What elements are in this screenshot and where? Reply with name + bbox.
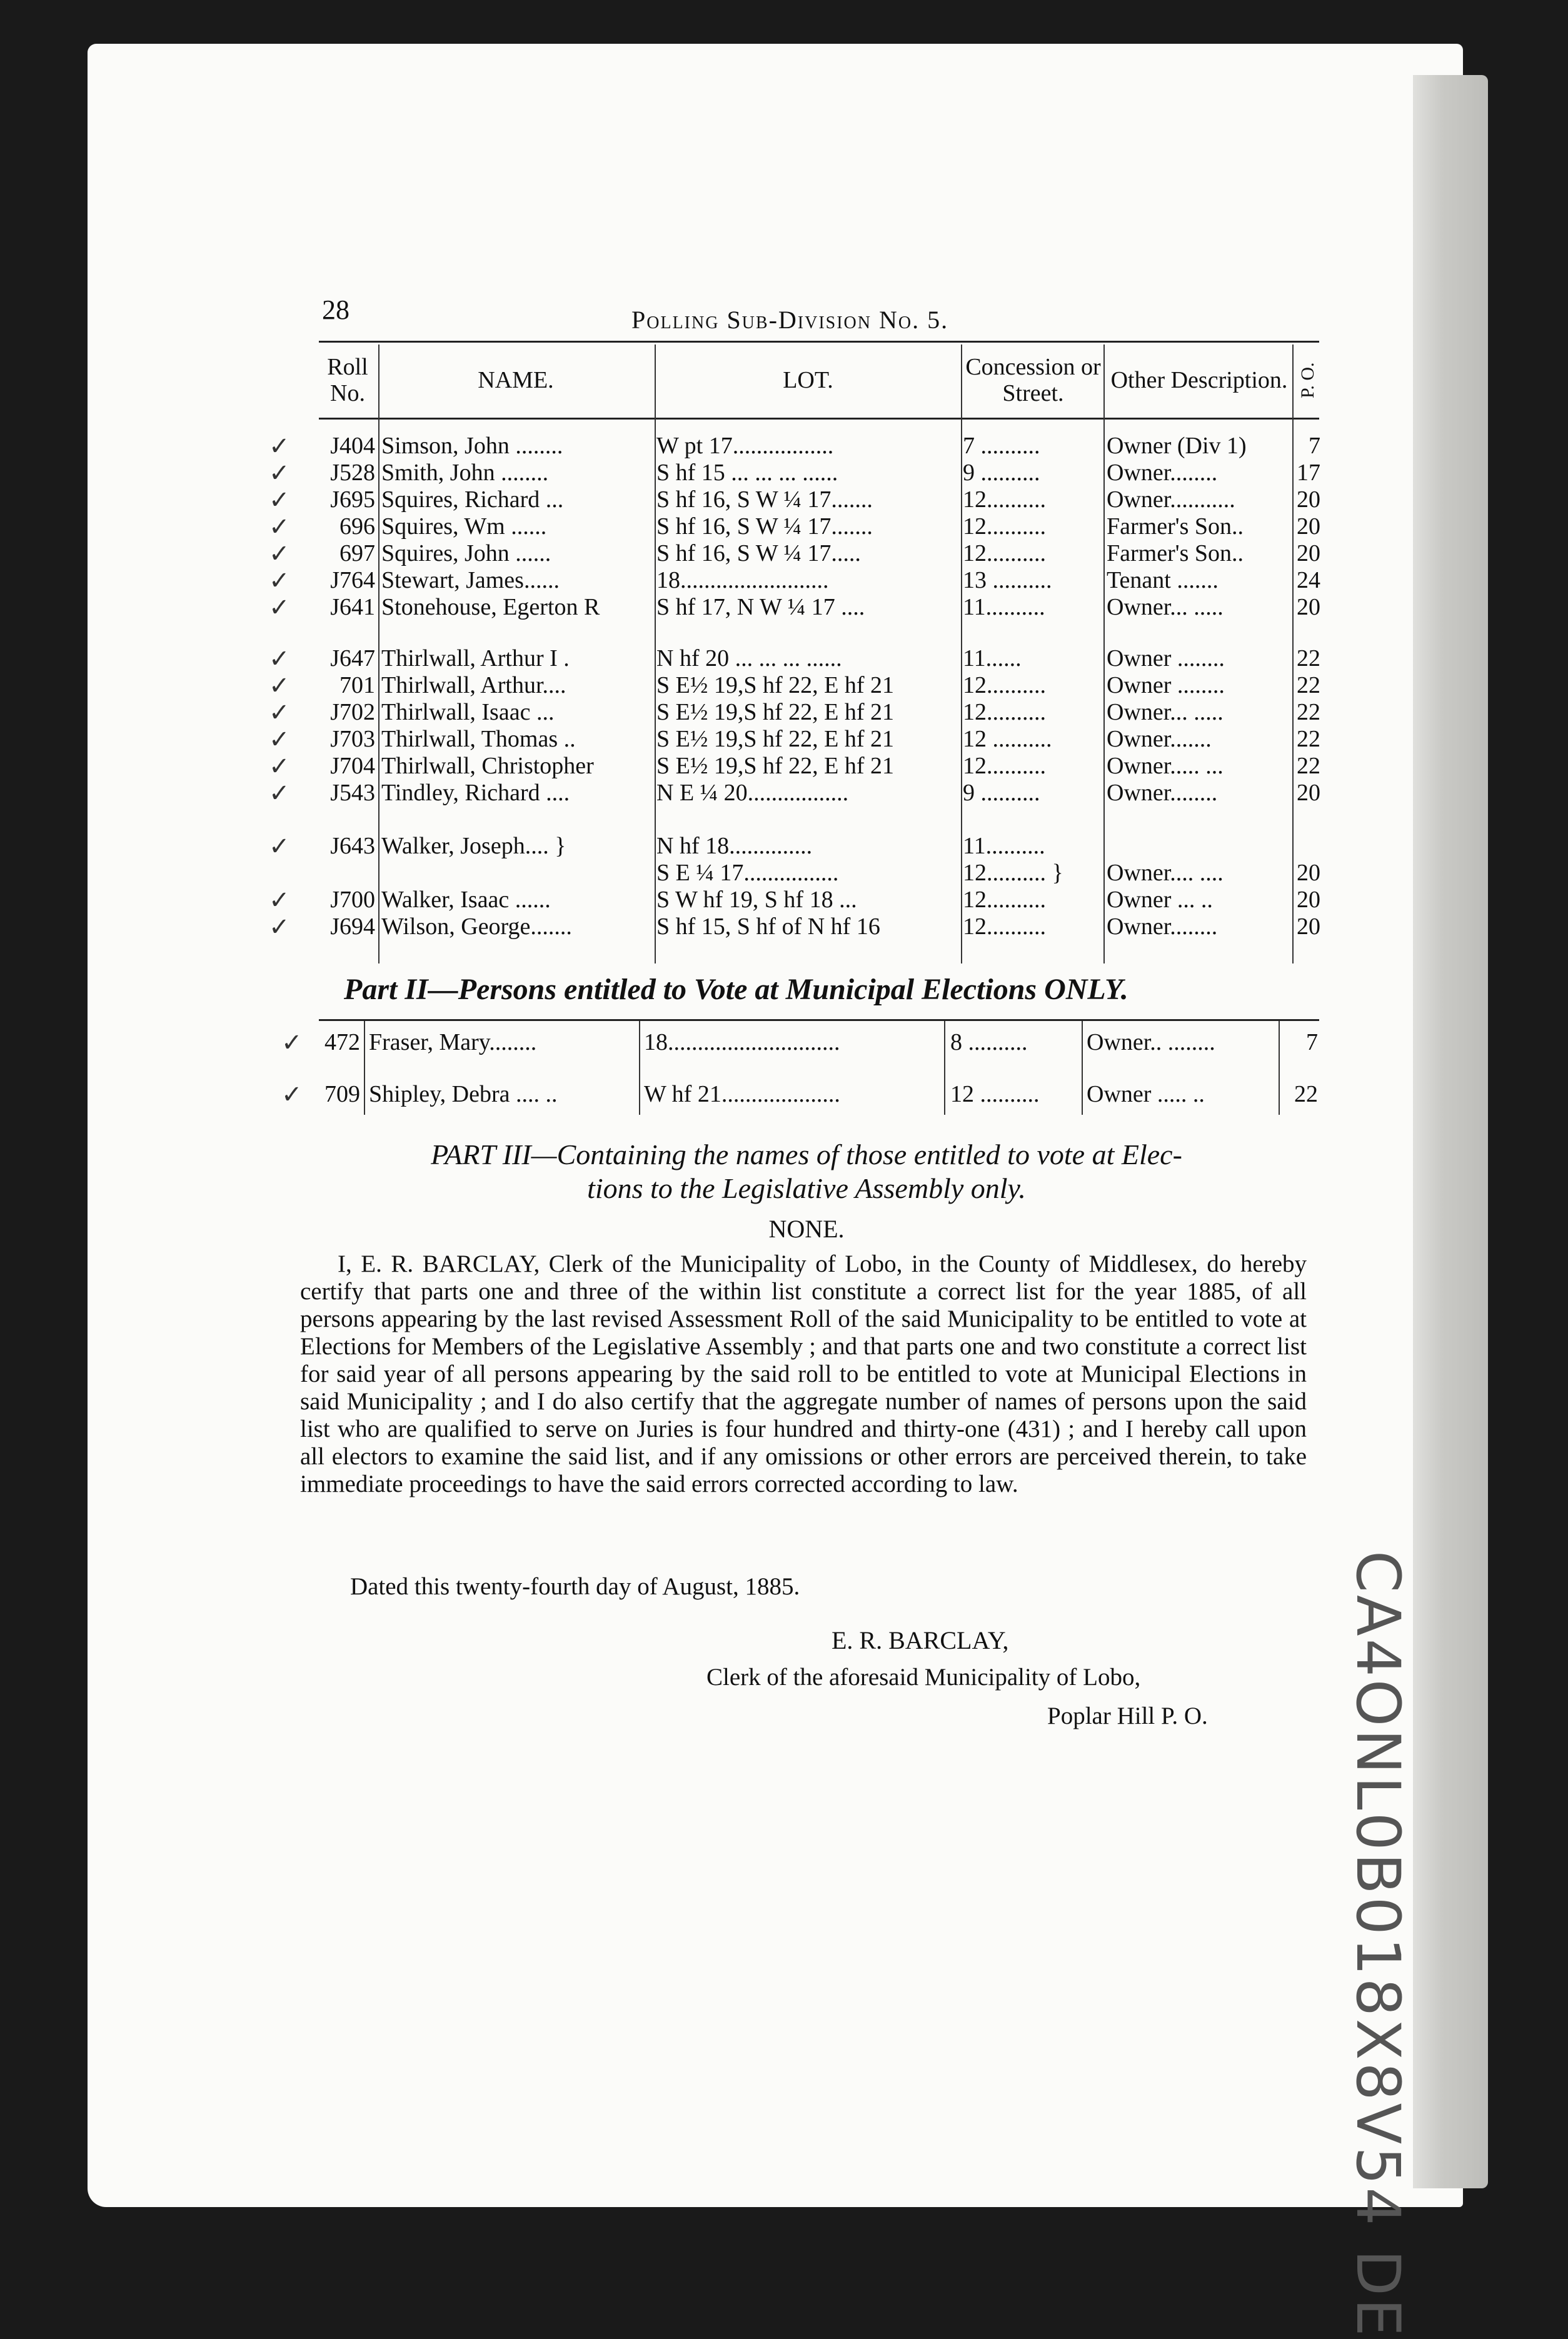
cell-po: 20: [1297, 486, 1320, 513]
running-head: Polling Sub-Division No. 5.: [631, 306, 949, 334]
table-row: [281, 1029, 1319, 1057]
table-body: [269, 420, 1320, 963]
cell-roll: J702: [330, 699, 375, 725]
cell-con: 11..........: [963, 833, 1045, 859]
cell-roll: 701: [339, 672, 375, 698]
table-row: [269, 459, 1320, 488]
cell-desc: Owner ... ..: [1107, 887, 1213, 913]
cell-con: 12..........: [963, 753, 1046, 779]
cell-po: 20: [1297, 540, 1320, 566]
cell-po: 24: [1297, 567, 1320, 593]
cell-con: 12..........: [963, 513, 1046, 540]
page-number: 28: [322, 294, 349, 325]
cell-desc: Farmer's Son..: [1107, 513, 1244, 540]
cell-roll: 709: [324, 1081, 360, 1107]
table-row: [269, 486, 1320, 515]
cell-lot: S E½ 19,S hf 22, E hf 21: [656, 672, 894, 698]
cell-desc: Owner ........: [1107, 672, 1225, 698]
cell-name: Stewart, James......: [381, 567, 560, 593]
cell-con: 12..........: [963, 486, 1046, 513]
cell-roll: J543: [330, 780, 375, 806]
cell-name: Squires, Richard ...: [381, 486, 564, 513]
cell-lot: N hf 18..............: [656, 833, 813, 859]
cell-roll: J694: [330, 913, 375, 940]
cell-desc: Owner.... ....: [1107, 860, 1224, 886]
certificate-text: I, E. R. BARCLAY, Clerk of the Municipality of Lobo, in the County of Middlesex, do hereby certify that parts one and three of the within list constitute a correct list for the year 1885, of all persons appearing by the last revised Assessment Roll of the said Municipality to be entitled to vote at Elections for Members of the Legislative Assembly ; and that parts one and two constitute a correct list for said year of all persons appearing by the said roll to be entitled to vote at Municipal Elections in said Municipality ; and I do also certify that the aggregate number of names of persons upon the said list who are qualified to serve on Juries is four hundred and thirty-one (431) ; and I hereby call upon all electors to examine the said list, and if any omissions or other errors are perceived therein, to take immediate proceedings to have the said errors corrected according to law.: [300, 1250, 1307, 1497]
cell-con: 11..........: [963, 594, 1045, 620]
cell-po: 22: [1297, 753, 1320, 779]
check-mark-icon: ✓: [281, 1029, 303, 1057]
table-row: [269, 566, 1320, 595]
cell-lot: S hf 16, S W ¼ 17.....: [656, 540, 861, 566]
cell-po: 20: [1297, 594, 1320, 620]
cell-desc: Owner...........: [1107, 486, 1235, 513]
cell-name: Wilson, George.......: [381, 913, 572, 940]
cell-name: Squires, John ......: [381, 540, 551, 566]
table-row: [269, 752, 1320, 781]
cell-lot: N hf 20 ... ... ... ......: [656, 645, 842, 672]
check-mark-icon: ✓: [269, 752, 290, 781]
table-row: [269, 913, 1320, 942]
cell-po: 20: [1297, 887, 1320, 913]
part3-title-line2: tions to the Legislative Assembly only.: [587, 1172, 1026, 1204]
cell-roll: J404: [330, 433, 375, 459]
page-edge-shadow: [1413, 75, 1488, 2188]
cell-desc: Owner.. ........: [1087, 1029, 1215, 1055]
cell-name: Thirlwall, Arthur I .: [381, 645, 570, 672]
signature-name: E. R. BARCLAY,: [832, 1626, 1009, 1654]
table-row: [269, 886, 1320, 915]
cell-roll: J704: [330, 753, 375, 779]
cell-roll: J703: [330, 726, 375, 752]
cell-name: Simson, John ........: [381, 433, 563, 459]
cell-desc: Farmer's Son..: [1107, 540, 1244, 566]
cell-desc: Owner........: [1107, 780, 1218, 806]
voter-table: [269, 341, 1320, 963]
cell-con: 12..........: [963, 913, 1046, 940]
cell-name: Squires, Wm ......: [381, 513, 547, 540]
cell-lot: S hf 16, S W ¼ 17.......: [656, 486, 873, 513]
header-roll: Roll No.: [327, 354, 368, 406]
table-row: [269, 779, 1320, 808]
cell-name: Thirlwall, Isaac ...: [381, 699, 555, 725]
header-po: P. O.: [1297, 362, 1318, 398]
cell-po: 7: [1306, 1029, 1318, 1055]
check-mark-icon: ✓: [281, 1080, 303, 1109]
cell-con: 9 ..........: [963, 780, 1040, 806]
cell-lot: W hf 21....................: [644, 1081, 840, 1107]
cell-con: 12..........: [963, 699, 1046, 725]
cell-po: 22: [1297, 645, 1320, 672]
cell-name: Thirlwall, Arthur....: [381, 672, 566, 698]
cell-po: 22: [1297, 699, 1320, 725]
table-header: [319, 341, 1319, 420]
table-row: [269, 832, 1319, 861]
cell-desc: Owner........: [1107, 460, 1218, 486]
cell-roll: 696: [339, 513, 375, 540]
cell-roll: J641: [330, 594, 375, 620]
cell-con: 7 ..........: [963, 433, 1040, 459]
cell-lot: S hf 16, S W ¼ 17.......: [656, 513, 873, 540]
check-mark-icon: ✓: [269, 698, 290, 727]
cell-name: Walker, Joseph.... }: [381, 833, 566, 859]
table-row: [281, 1080, 1319, 1109]
cell-lot: S E ¼ 17................: [656, 860, 839, 886]
table-row: [269, 540, 1320, 568]
table-row: [269, 725, 1320, 754]
check-mark-icon: ✓: [269, 459, 290, 488]
cell-desc: Owner... .....: [1107, 699, 1224, 725]
table-row: [319, 859, 1319, 886]
part2-table: [281, 1019, 1319, 1115]
part3-title: [306, 1138, 1307, 1205]
cell-po: 20: [1297, 913, 1320, 940]
header-concession: Concession or Street.: [965, 354, 1101, 406]
check-mark-icon: ✓: [269, 540, 290, 568]
check-mark-icon: ✓: [269, 886, 290, 915]
check-mark-icon: ✓: [269, 779, 290, 808]
cell-po: 22: [1294, 1081, 1318, 1107]
cell-desc: Owner ..... ..: [1087, 1081, 1205, 1107]
header-name: NAME.: [478, 367, 554, 393]
cell-lot: S hf 15, S hf of N hf 16: [656, 913, 880, 940]
cell-po: 22: [1297, 726, 1320, 752]
cell-name: Thirlwall, Thomas ..: [381, 726, 576, 752]
cell-name: Fraser, Mary........: [369, 1029, 537, 1055]
check-mark-icon: ✓: [269, 832, 290, 861]
cell-roll: 472: [324, 1029, 360, 1055]
check-mark-icon: ✓: [269, 725, 290, 754]
cell-po: 20: [1297, 780, 1320, 806]
cell-lot: N E ¼ 20.................: [656, 780, 849, 806]
cell-desc: Owner..... ...: [1107, 753, 1224, 779]
cell-po: 20: [1297, 860, 1320, 886]
cell-con: 11......: [963, 645, 1022, 672]
cell-name: Thirlwall, Christopher: [381, 753, 594, 779]
cell-con: 9 ..........: [963, 460, 1040, 486]
cell-desc: Owner (Div 1): [1107, 433, 1247, 459]
cell-lot: W pt 17.................: [656, 433, 834, 459]
cell-name: Stonehouse, Egerton R: [381, 594, 600, 620]
cell-name: Smith, John ........: [381, 460, 549, 486]
signature-address: Poplar Hill P. O.: [1047, 1703, 1208, 1729]
cell-roll: J695: [330, 486, 375, 513]
cell-lot: S hf 15 ... ... ... ......: [656, 460, 838, 486]
cell-po: 17: [1297, 460, 1320, 486]
check-mark-icon: ✓: [269, 513, 290, 541]
cell-con: 12.......... }: [963, 860, 1063, 886]
cell-con: 12 ..........: [950, 1081, 1040, 1107]
table-row: [269, 672, 1320, 700]
cell-po: 22: [1297, 672, 1320, 698]
header-lot: LOT.: [783, 367, 833, 393]
table-row: [269, 432, 1320, 461]
part2-title: Part II—Persons entitled to Vote at Municipal Elections ONLY.: [344, 973, 1128, 1006]
cell-desc: Owner........: [1107, 913, 1218, 940]
cell-name: Walker, Isaac ......: [381, 887, 551, 913]
signature-title: Clerk of the aforesaid Municipality of Lobo,: [706, 1664, 1141, 1691]
cell-lot: S E½ 19,S hf 22, E hf 21: [656, 726, 894, 752]
cell-desc: Owner.......: [1107, 726, 1212, 752]
cell-roll: J643: [330, 833, 375, 859]
cell-con: 13 ..........: [963, 567, 1052, 593]
cell-roll: 697: [339, 540, 375, 566]
cell-lot: S E½ 19,S hf 22, E hf 21: [656, 699, 894, 725]
table-row: [269, 513, 1320, 541]
check-mark-icon: ✓: [269, 593, 290, 622]
table-row: [269, 593, 1320, 622]
part3-title-line1: PART III—Containing the names of those entitled to vote at Elec-: [431, 1139, 1182, 1170]
cell-roll: J764: [330, 567, 375, 593]
cell-con: 8 ..........: [950, 1029, 1028, 1055]
part3-none: NONE.: [768, 1215, 845, 1243]
cell-lot: S hf 17, N W ¼ 17 ....: [656, 594, 865, 620]
cell-desc: Owner ........: [1107, 645, 1225, 672]
cell-desc: Tenant .......: [1107, 567, 1219, 593]
cell-lot: 18.........................: [656, 567, 829, 593]
cell-con: 12..........: [963, 887, 1046, 913]
cell-name: Shipley, Debra .... ..: [369, 1081, 558, 1107]
cell-name: Tindley, Richard ....: [381, 780, 570, 806]
cell-con: 12..........: [963, 672, 1046, 698]
header-description: Other Description.: [1110, 367, 1288, 393]
check-mark-icon: ✓: [269, 486, 290, 515]
cell-desc: Owner... .....: [1107, 594, 1224, 620]
check-mark-icon: ✓: [269, 432, 290, 461]
cell-roll: J647: [330, 645, 375, 672]
cell-lot: S E½ 19,S hf 22, E hf 21: [656, 753, 894, 779]
cell-roll: J528: [330, 460, 375, 486]
dated-line: Dated this twenty-fourth day of August, 1885.: [350, 1573, 800, 1600]
margin-handwritten-note: CA4ONL0B018X8V54 DE: [1343, 1551, 1413, 2339]
cell-lot: S W hf 19, S hf 18 ...: [656, 887, 857, 913]
check-mark-icon: ✓: [269, 913, 290, 942]
table-row: [269, 645, 1320, 673]
cell-po: 7: [1309, 433, 1320, 459]
cell-po: 20: [1297, 513, 1320, 540]
cell-con: 12 ..........: [963, 726, 1052, 752]
check-mark-icon: ✓: [269, 566, 290, 595]
table-row: [269, 698, 1320, 727]
cell-con: 12..........: [963, 540, 1046, 566]
check-mark-icon: ✓: [269, 672, 290, 700]
cell-roll: J700: [330, 887, 375, 913]
check-mark-icon: ✓: [269, 645, 290, 673]
cell-lot: 18.............................: [644, 1029, 840, 1055]
